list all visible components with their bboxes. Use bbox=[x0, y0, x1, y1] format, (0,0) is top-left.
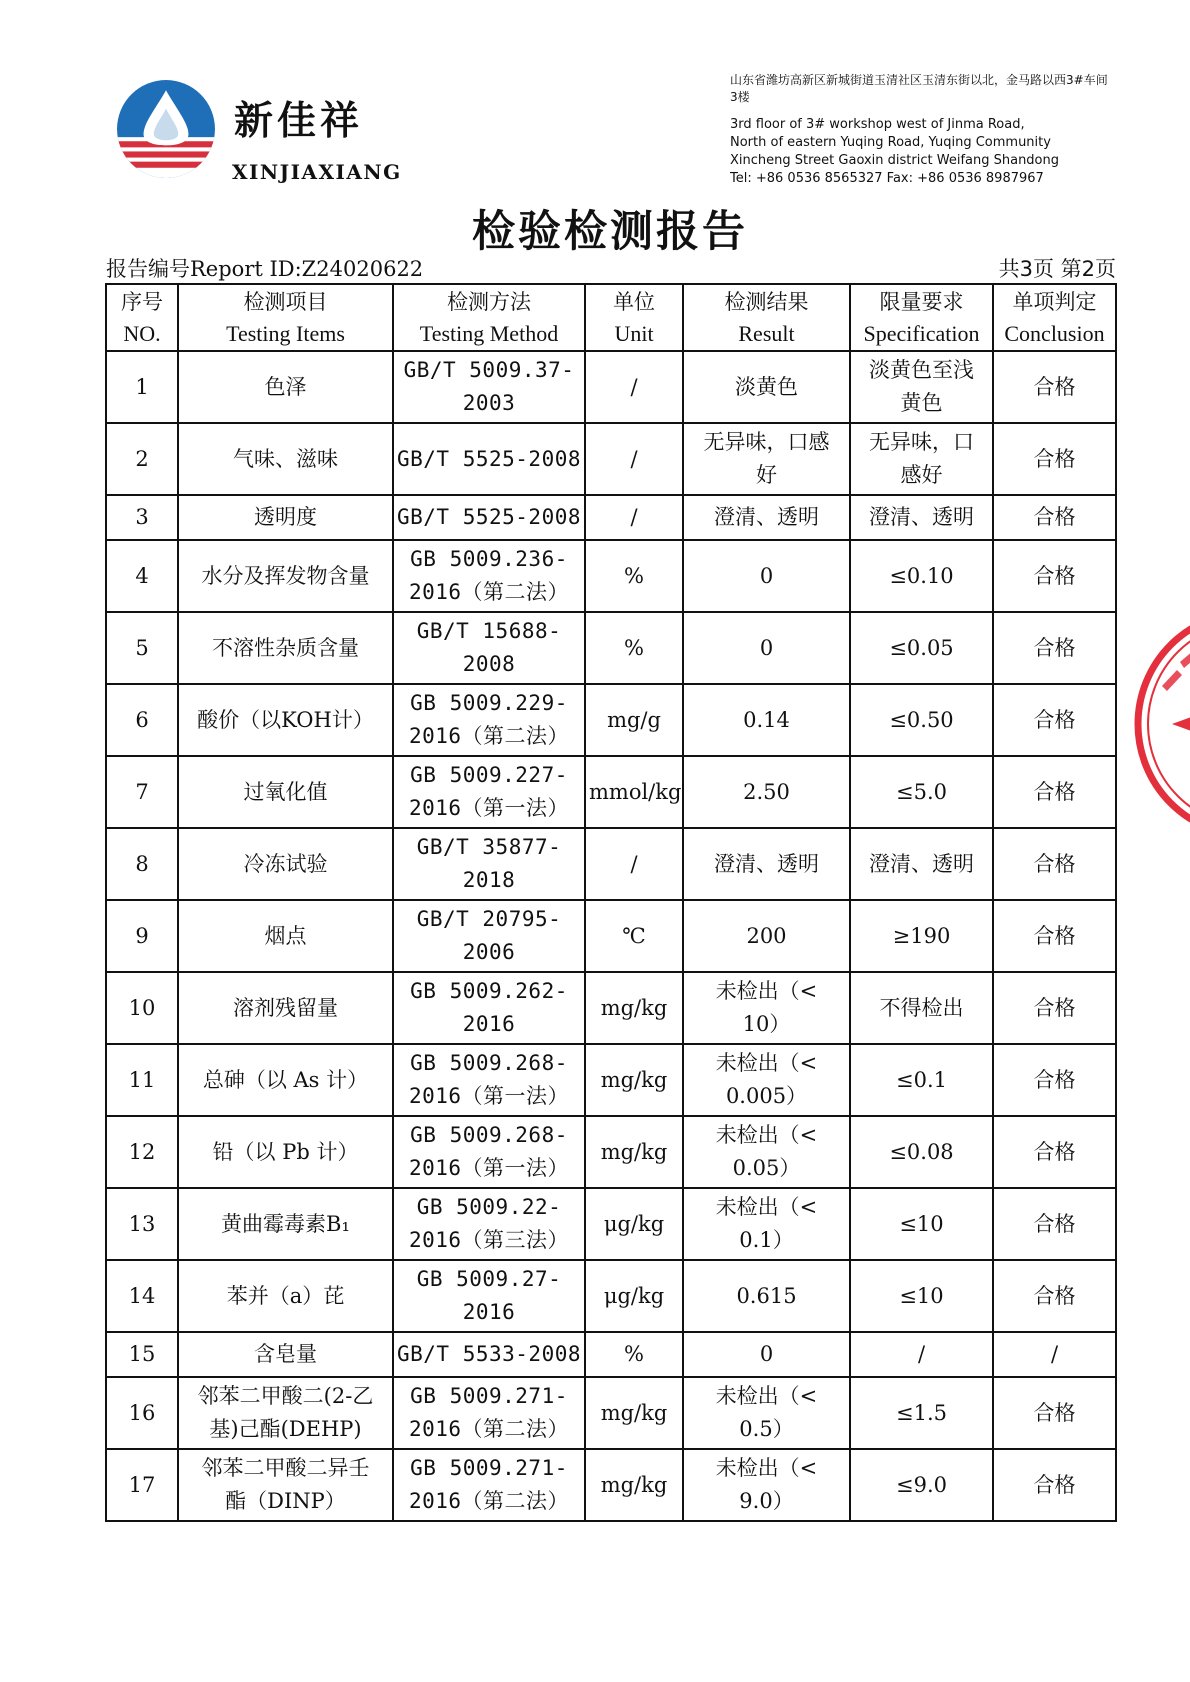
cell-specification bbox=[850, 612, 993, 684]
cell-conclusion: 合格 bbox=[993, 1116, 1116, 1188]
address-en bbox=[730, 116, 1170, 188]
cell-testing-method-line: 2016（第一法） bbox=[408, 796, 570, 820]
cell-testing-method bbox=[393, 828, 585, 900]
cell-result-line: 0 bbox=[759, 635, 774, 660]
results-table bbox=[105, 283, 1117, 1522]
cell-result-line: 未检出（< bbox=[715, 1123, 818, 1147]
cell-result-line: 0.005） bbox=[725, 1084, 808, 1108]
brand-name-cn: 新佳祥 bbox=[234, 99, 364, 144]
cell-testing-method-line: 2016（第三法） bbox=[408, 1228, 570, 1252]
cell-result-line: 未检出（< bbox=[715, 1195, 818, 1219]
cell-testing-method-line: 2008 bbox=[462, 652, 516, 676]
cell-specification bbox=[850, 1332, 993, 1377]
cell-specification-line: ≤0.1 bbox=[896, 1067, 947, 1092]
address-line: North of eastern Yuqing Road, Yuqing Community bbox=[730, 135, 1051, 150]
cell-specification bbox=[850, 684, 993, 756]
cell-testing-item bbox=[178, 351, 393, 423]
cell-specification-line: ≥190 bbox=[892, 923, 951, 948]
table-row bbox=[106, 1260, 1116, 1332]
cell-result bbox=[683, 756, 850, 828]
cell-specification-line: ≤9.0 bbox=[896, 1472, 947, 1497]
cell-conclusion: 合格 bbox=[993, 351, 1116, 423]
table-row bbox=[106, 351, 1116, 423]
cell-result bbox=[683, 1332, 850, 1377]
cell-testing-item-line: 烟点 bbox=[264, 923, 307, 948]
cell-testing-item bbox=[178, 900, 393, 972]
company-address bbox=[730, 72, 1170, 188]
cell-specification bbox=[850, 423, 993, 495]
table-row bbox=[106, 1332, 1116, 1377]
column-header: 检测结果 Result bbox=[683, 284, 850, 351]
cell-result-line: 0.1） bbox=[739, 1228, 794, 1252]
cell-result bbox=[683, 1260, 850, 1332]
cell-testing-method bbox=[393, 756, 585, 828]
cell-conclusion: 合格 bbox=[993, 828, 1116, 900]
cell-testing-item bbox=[178, 423, 393, 495]
column-header: 单项判定 Conclusion bbox=[993, 284, 1116, 351]
cell-testing-item bbox=[178, 612, 393, 684]
cell-testing-method bbox=[393, 423, 585, 495]
cell-conclusion: 合格 bbox=[993, 1449, 1116, 1521]
cell-result bbox=[683, 423, 850, 495]
cell-specification bbox=[850, 495, 993, 540]
cell-testing-method-line: GB 5009.271- bbox=[410, 1384, 568, 1408]
table-row bbox=[106, 423, 1116, 495]
cell-result-line: 澄清、透明 bbox=[714, 505, 819, 529]
cell-testing-item-line: 气味、滋味 bbox=[233, 446, 338, 471]
cell-result-line: 0.615 bbox=[736, 1283, 797, 1308]
cell-testing-item bbox=[178, 1188, 393, 1260]
address-cn: 山东省潍坊高新区新城街道玉清社区玉清东街以北，金马路以西3#车间3楼 bbox=[730, 73, 1108, 104]
cell-conclusion: 合格 bbox=[993, 972, 1116, 1044]
cell-specification bbox=[850, 828, 993, 900]
cell-conclusion: / bbox=[993, 1332, 1116, 1377]
cell-specification bbox=[850, 1116, 993, 1188]
cell-testing-method bbox=[393, 1116, 585, 1188]
cell-testing-method-line: GB 5009.27- bbox=[416, 1267, 562, 1291]
cell-testing-item bbox=[178, 1449, 393, 1521]
cell-unit: % bbox=[585, 540, 683, 612]
cell-result bbox=[683, 540, 850, 612]
cell-specification bbox=[850, 972, 993, 1044]
cell-testing-item-line: 基)己酯(DEHP) bbox=[209, 1417, 362, 1441]
cell-testing-method-line: 2016（第一法） bbox=[408, 1156, 570, 1180]
cell-number: 6 bbox=[106, 684, 178, 756]
address-line: Xincheng Street Gaoxin district Weifang Shandong bbox=[730, 153, 1059, 168]
cell-result bbox=[683, 684, 850, 756]
cell-number: 13 bbox=[106, 1188, 178, 1260]
table-row bbox=[106, 1116, 1116, 1188]
cell-specification-line: 淡黄色至浅 bbox=[869, 358, 974, 382]
cell-testing-method bbox=[393, 540, 585, 612]
cell-testing-item-line: 色泽 bbox=[264, 374, 307, 399]
brand-name-en: XINJIAXIANG bbox=[232, 160, 402, 184]
table-row bbox=[106, 828, 1116, 900]
cell-specification bbox=[850, 1044, 993, 1116]
cell-testing-item-line: 水分及挥发物含量 bbox=[201, 563, 370, 588]
cell-testing-method-line: 2003 bbox=[462, 391, 516, 415]
cell-specification-line: 澄清、透明 bbox=[869, 851, 974, 876]
page-info: 共3页 第2页 bbox=[998, 257, 1116, 281]
cell-unit: mmol/kg bbox=[585, 756, 683, 828]
cell-testing-method-line: 2016（第一法） bbox=[408, 1084, 570, 1108]
cell-testing-method-line: GB 5009.236- bbox=[410, 547, 568, 571]
cell-result-line: 0 bbox=[759, 563, 774, 588]
cell-number: 7 bbox=[106, 756, 178, 828]
cell-testing-method bbox=[393, 900, 585, 972]
table-row bbox=[106, 900, 1116, 972]
cell-unit: μg/kg bbox=[585, 1188, 683, 1260]
cell-unit: mg/kg bbox=[585, 1449, 683, 1521]
cell-result-line: 好 bbox=[756, 463, 777, 487]
cell-specification-line: 黄色 bbox=[900, 391, 943, 415]
cell-specification-line: 澄清、透明 bbox=[869, 505, 974, 529]
cell-testing-method-line: GB 5009.22- bbox=[416, 1195, 562, 1219]
cell-testing-method bbox=[393, 1260, 585, 1332]
cell-number: 14 bbox=[106, 1260, 178, 1332]
cell-result-line: 10） bbox=[742, 1012, 791, 1036]
cell-testing-method bbox=[393, 684, 585, 756]
cell-result bbox=[683, 351, 850, 423]
cell-unit: mg/kg bbox=[585, 972, 683, 1044]
cell-conclusion: 合格 bbox=[993, 1377, 1116, 1449]
cell-specification bbox=[850, 351, 993, 423]
cell-testing-item bbox=[178, 1377, 393, 1449]
cell-number: 17 bbox=[106, 1449, 178, 1521]
cell-testing-method bbox=[393, 972, 585, 1044]
cell-unit: / bbox=[585, 828, 683, 900]
cell-testing-item bbox=[178, 1332, 393, 1377]
cell-result bbox=[683, 828, 850, 900]
cell-conclusion: 合格 bbox=[993, 900, 1116, 972]
cell-testing-method-line: 2016（第二法） bbox=[408, 1417, 570, 1441]
table-header-row bbox=[106, 284, 1116, 351]
cell-unit: % bbox=[585, 1332, 683, 1377]
cell-unit: / bbox=[585, 423, 683, 495]
cell-specification-line: ≤0.05 bbox=[889, 635, 954, 660]
column-header: 检测方法 Testing Method bbox=[393, 284, 585, 351]
cell-testing-item-line: 含皂量 bbox=[254, 1342, 317, 1366]
cell-specification-line: ≤5.0 bbox=[896, 779, 947, 804]
cell-result-line: 0 bbox=[759, 1342, 774, 1366]
cell-specification bbox=[850, 900, 993, 972]
cell-specification-line: ≤10 bbox=[899, 1283, 944, 1308]
table-row bbox=[106, 1377, 1116, 1449]
cell-conclusion: 合格 bbox=[993, 423, 1116, 495]
cell-number: 10 bbox=[106, 972, 178, 1044]
cell-testing-method-line: GB/T 5533-2008 bbox=[397, 1342, 582, 1366]
report-id: 报告编号Report ID:Z24020622 bbox=[106, 257, 424, 281]
cell-specification-line: ≤10 bbox=[899, 1211, 944, 1236]
cell-testing-item-line: 溶剂残留量 bbox=[233, 995, 338, 1020]
cell-number: 8 bbox=[106, 828, 178, 900]
cell-unit: % bbox=[585, 612, 683, 684]
cell-specification-line: 不得检出 bbox=[879, 995, 964, 1020]
table-row bbox=[106, 972, 1116, 1044]
cell-result-line: 9.0） bbox=[739, 1489, 794, 1513]
cell-unit: mg/kg bbox=[585, 1116, 683, 1188]
cell-unit: mg/kg bbox=[585, 1044, 683, 1116]
cell-testing-method-line: GB/T 20795- bbox=[416, 907, 562, 931]
cell-result-line: 0.5） bbox=[739, 1417, 794, 1441]
column-header: 序号 NO. bbox=[106, 284, 178, 351]
cell-specification bbox=[850, 756, 993, 828]
cell-testing-method-line: GB 5009.262- bbox=[410, 979, 568, 1003]
cell-number: 15 bbox=[106, 1332, 178, 1377]
cell-specification-line: ≤0.50 bbox=[889, 707, 954, 732]
table-row bbox=[106, 684, 1116, 756]
cell-testing-method bbox=[393, 351, 585, 423]
cell-conclusion: 合格 bbox=[993, 756, 1116, 828]
cell-testing-method-line: 2016（第二法） bbox=[408, 724, 570, 748]
cell-testing-method-line: GB 5009.229- bbox=[410, 691, 568, 715]
cell-unit: μg/kg bbox=[585, 1260, 683, 1332]
cell-number: 2 bbox=[106, 423, 178, 495]
column-header: 单位 Unit bbox=[585, 284, 683, 351]
cell-conclusion: 合格 bbox=[993, 495, 1116, 540]
cell-testing-method bbox=[393, 612, 585, 684]
cell-testing-item bbox=[178, 540, 393, 612]
cell-testing-method-line: 2018 bbox=[462, 868, 516, 892]
cell-testing-method bbox=[393, 1188, 585, 1260]
cell-result bbox=[683, 900, 850, 972]
cell-unit: mg/g bbox=[585, 684, 683, 756]
cell-testing-item bbox=[178, 756, 393, 828]
cell-testing-item bbox=[178, 1044, 393, 1116]
cell-specification-line: ≤0.10 bbox=[889, 563, 954, 588]
column-header: 检测项目 Testing Items bbox=[178, 284, 393, 351]
cell-specification-line: 无异味，口 bbox=[869, 430, 974, 454]
cell-testing-method-line: GB/T 5525-2008 bbox=[397, 505, 582, 529]
cell-testing-method bbox=[393, 1377, 585, 1449]
cell-testing-item bbox=[178, 1116, 393, 1188]
cell-testing-method-line: GB 5009.268- bbox=[410, 1051, 568, 1075]
cell-testing-method-line: 2016（第二法） bbox=[408, 580, 570, 604]
cell-testing-method-line: 2006 bbox=[462, 940, 516, 964]
cell-testing-method bbox=[393, 495, 585, 540]
cell-unit: / bbox=[585, 351, 683, 423]
cell-testing-item-line: 邻苯二甲酸二异壬 bbox=[201, 1456, 370, 1480]
cell-testing-item-line: 过氧化值 bbox=[243, 779, 328, 804]
cell-specification bbox=[850, 1449, 993, 1521]
cell-specification-line: 感好 bbox=[900, 463, 943, 487]
cell-number: 16 bbox=[106, 1377, 178, 1449]
cell-result bbox=[683, 1449, 850, 1521]
cell-testing-method-line: GB/T 5009.37- bbox=[403, 358, 575, 382]
cell-result-line: 未检出（< bbox=[715, 1456, 818, 1480]
cell-testing-item-line: 苯并（a）芘 bbox=[226, 1283, 345, 1308]
cell-result bbox=[683, 1188, 850, 1260]
cell-specification-line: ≤1.5 bbox=[896, 1400, 947, 1425]
cell-testing-item bbox=[178, 828, 393, 900]
table-row bbox=[106, 1044, 1116, 1116]
cell-result-line: 未检出（< bbox=[715, 1384, 818, 1408]
cell-testing-method-line: GB/T 5525-2008 bbox=[397, 446, 582, 471]
cell-testing-item-line: 黄曲霉毒素B₁ bbox=[221, 1211, 350, 1236]
cell-conclusion: 合格 bbox=[993, 1044, 1116, 1116]
table-row bbox=[106, 495, 1116, 540]
cell-testing-item bbox=[178, 972, 393, 1044]
cell-result-line: 淡黄色 bbox=[735, 374, 798, 399]
cell-specification-line: / bbox=[917, 1342, 926, 1366]
cell-result-line: 未检出（< bbox=[715, 1051, 818, 1075]
cell-specification bbox=[850, 1377, 993, 1449]
cell-specification bbox=[850, 1188, 993, 1260]
table-row bbox=[106, 1449, 1116, 1521]
table-row bbox=[106, 612, 1116, 684]
cell-testing-item-line: 冷冻试验 bbox=[243, 851, 328, 876]
cell-number: 12 bbox=[106, 1116, 178, 1188]
cell-testing-item bbox=[178, 684, 393, 756]
cell-testing-method-line: 2016 bbox=[462, 1012, 516, 1036]
cell-result bbox=[683, 972, 850, 1044]
cell-number: 5 bbox=[106, 612, 178, 684]
cell-result bbox=[683, 1116, 850, 1188]
cell-result bbox=[683, 1377, 850, 1449]
cell-result-line: 0.05） bbox=[732, 1156, 801, 1180]
cell-testing-method bbox=[393, 1332, 585, 1377]
report-title: 检验检测报告 bbox=[472, 207, 748, 257]
cell-testing-item-line: 铅（以 Pb 计） bbox=[212, 1139, 359, 1164]
cell-result-line: 澄清、透明 bbox=[714, 851, 819, 876]
cell-number: 9 bbox=[106, 900, 178, 972]
company-logo bbox=[115, 78, 217, 180]
cell-result-line: 0.14 bbox=[743, 707, 790, 732]
cell-conclusion: 合格 bbox=[993, 612, 1116, 684]
cell-specification-line: ≤0.08 bbox=[889, 1139, 954, 1164]
cell-number: 1 bbox=[106, 351, 178, 423]
cell-specification bbox=[850, 1260, 993, 1332]
cell-testing-method-line: GB 5009.268- bbox=[410, 1123, 568, 1147]
table-row bbox=[106, 540, 1116, 612]
cell-result-line: 2.50 bbox=[743, 779, 790, 804]
cell-conclusion: 合格 bbox=[993, 684, 1116, 756]
cell-conclusion: 合格 bbox=[993, 1260, 1116, 1332]
cell-testing-method-line: GB 5009.227- bbox=[410, 763, 568, 787]
cell-testing-item-line: 总砷（以 As 计） bbox=[202, 1067, 369, 1092]
cell-result bbox=[683, 612, 850, 684]
cell-testing-method bbox=[393, 1044, 585, 1116]
cell-result bbox=[683, 495, 850, 540]
cell-result bbox=[683, 1044, 850, 1116]
cell-testing-method-line: GB/T 15688- bbox=[416, 619, 562, 643]
cell-testing-item-line: 邻苯二甲酸二(2-乙 bbox=[197, 1384, 374, 1408]
cell-testing-item-line: 不溶性杂质含量 bbox=[212, 635, 359, 660]
table-row bbox=[106, 756, 1116, 828]
cell-testing-item-line: 酯（DINP） bbox=[225, 1489, 346, 1513]
cell-testing-item bbox=[178, 1260, 393, 1332]
cell-specification bbox=[850, 540, 993, 612]
cell-conclusion: 合格 bbox=[993, 540, 1116, 612]
cell-testing-method bbox=[393, 1449, 585, 1521]
cell-testing-method-line: GB 5009.271- bbox=[410, 1456, 568, 1480]
cell-result-line: 无异味，口感 bbox=[703, 430, 830, 454]
cell-result-line: 200 bbox=[746, 923, 787, 948]
cell-testing-item-line: 透明度 bbox=[254, 505, 317, 529]
inspection-stamp bbox=[1132, 606, 1190, 842]
cell-result-line: 未检出（< bbox=[715, 979, 818, 1003]
address-line: 3rd floor of 3# workshop west of Jinma Road, bbox=[730, 117, 1025, 132]
contact-line: Tel: +86 0536 8565327 Fax: +86 0536 8987967 bbox=[730, 171, 1044, 186]
cell-testing-method-line: 2016（第二法） bbox=[408, 1489, 570, 1513]
cell-conclusion: 合格 bbox=[993, 1188, 1116, 1260]
cell-unit: ℃ bbox=[585, 900, 683, 972]
cell-number: 3 bbox=[106, 495, 178, 540]
table-row bbox=[106, 1188, 1116, 1260]
cell-unit: / bbox=[585, 495, 683, 540]
column-header: 限量要求 Specification bbox=[850, 284, 993, 351]
cell-unit: mg/kg bbox=[585, 1377, 683, 1449]
cell-testing-method-line: GB/T 35877- bbox=[416, 835, 562, 859]
cell-number: 4 bbox=[106, 540, 178, 612]
cell-testing-item bbox=[178, 495, 393, 540]
cell-testing-item-line: 酸价（以KOH计） bbox=[197, 707, 374, 732]
cell-number: 11 bbox=[106, 1044, 178, 1116]
cell-testing-method-line: 2016 bbox=[462, 1300, 516, 1324]
